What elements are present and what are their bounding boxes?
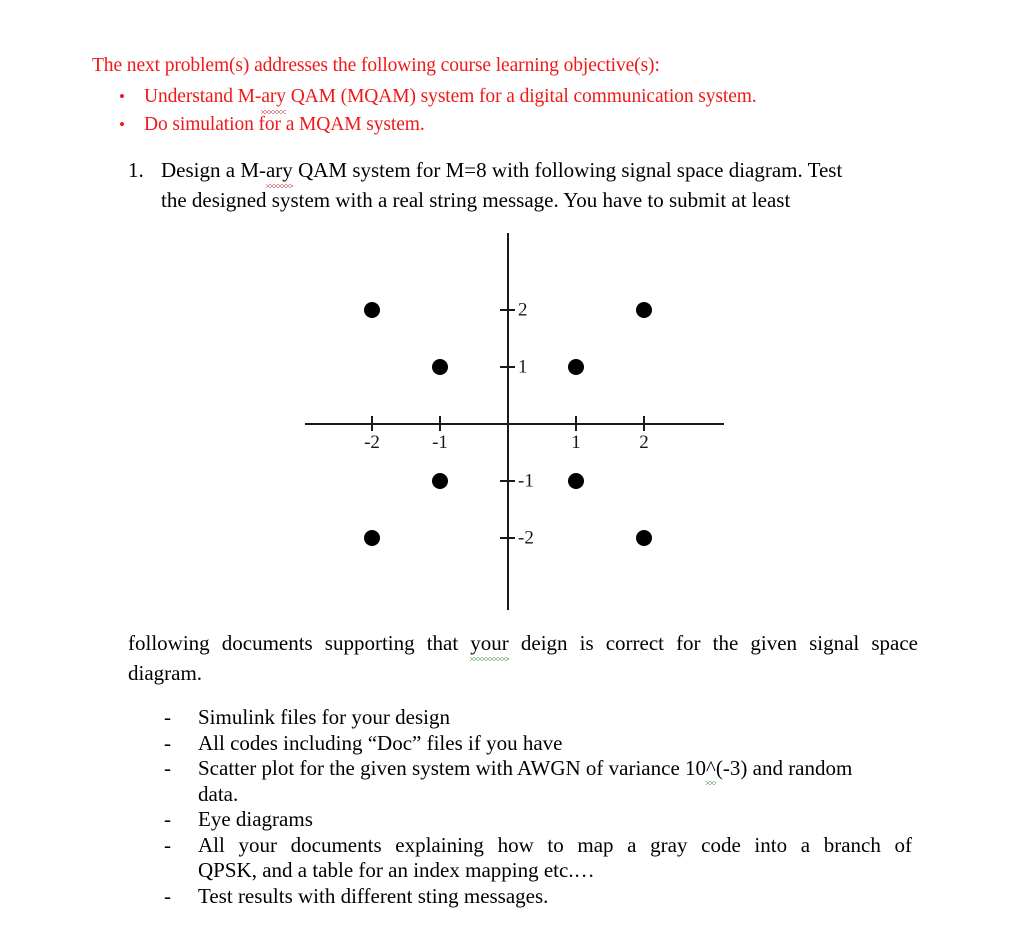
- deliverable-item: [164, 833, 912, 884]
- objectives-list: [92, 83, 952, 139]
- problem-number: 1.: [128, 158, 144, 182]
- y-tick--2: [500, 537, 515, 539]
- problem-line1-pre: Design a M-: [161, 158, 266, 182]
- x-tick-1: [575, 416, 577, 431]
- following-line-1: [128, 628, 918, 658]
- deliverable-text: Test results with different sting messages.: [198, 883, 549, 908]
- dash-bullet-icon: -: [164, 832, 171, 857]
- constellation-point: [568, 359, 584, 375]
- following-line-2: diagram.: [128, 661, 203, 685]
- deliverable-line: [198, 807, 912, 833]
- spellcheck-squiggle-caret: ^: [706, 756, 716, 780]
- deliverable-item: [164, 756, 912, 807]
- following-documents-paragraph: [128, 628, 918, 688]
- deliverable-text: All codes including “Doc” files if you have: [198, 730, 563, 755]
- deliverable-line: [198, 756, 912, 782]
- x-tick-label--2: -2: [364, 432, 380, 453]
- problem-body: [161, 155, 918, 215]
- deliverable-item: [164, 705, 912, 731]
- deliverable-line: [198, 858, 912, 884]
- constellation-point: [432, 359, 448, 375]
- constellation-point: [568, 473, 584, 489]
- spellcheck-squiggle-ary-problem: ary: [266, 155, 293, 185]
- objective-item-1: [92, 83, 952, 111]
- dash-bullet-icon: -: [164, 807, 171, 831]
- objective-2-text: Do simulation for a MQAM system.: [144, 114, 425, 135]
- deliverable-item: [164, 807, 912, 833]
- x-tick-2: [643, 416, 645, 431]
- constellation-point: [364, 302, 380, 318]
- learning-objectives-block: [92, 54, 952, 139]
- y-tick-label--2: -2: [518, 527, 534, 549]
- deliverable-item: [164, 731, 912, 757]
- dash-bullet-icon: -: [164, 730, 171, 755]
- constellation-point: [364, 530, 380, 546]
- problem-line1-post: QAM system for M=8 with following signal space diagram. Test: [292, 158, 843, 182]
- following-line1-a: following documents supporting that: [128, 631, 471, 655]
- y-tick-2: [500, 309, 515, 311]
- dash-bullet-icon: -: [164, 756, 171, 780]
- spellcheck-squiggle-your: your: [470, 628, 509, 658]
- deliverable-line: [198, 731, 912, 757]
- objective-item-2: [92, 111, 952, 139]
- signal-space-constellation-diagram: [290, 225, 740, 615]
- constellation-point: [636, 530, 652, 546]
- dash-bullet-icon: -: [164, 883, 171, 908]
- deliverables-list: [164, 705, 912, 909]
- constellation-point: [432, 473, 448, 489]
- following-line1-b: deign is correct for the given signal space: [508, 631, 918, 655]
- objectives-intro-text: The next problem(s) addresses the following course learning objective(s):: [92, 55, 660, 76]
- constellation-point: [636, 302, 652, 318]
- y-tick--1: [500, 480, 515, 482]
- deliverable-line: [198, 782, 912, 808]
- deliverable-text: data.: [198, 781, 239, 806]
- spellcheck-squiggle-ary-objective: ary: [261, 83, 286, 111]
- deliverable-text: Simulink files for your design: [198, 705, 450, 729]
- deliverable-text-tail: (-3) and random: [715, 756, 853, 780]
- problem-line-1: [161, 155, 918, 185]
- objective-1-post: QAM (MQAM) system for a digital communication system.: [285, 86, 757, 107]
- deliverable-line: [198, 705, 912, 731]
- bullet-icon: •: [119, 87, 125, 106]
- dash-bullet-icon: -: [164, 705, 171, 729]
- objective-1-pre: Understand M-: [144, 86, 262, 107]
- x-tick-label-2: 2: [639, 432, 649, 453]
- x-axis-line: [305, 423, 724, 425]
- deliverable-line: [198, 884, 912, 910]
- deliverable-item: [164, 884, 912, 910]
- y-axis-line: [507, 233, 509, 610]
- problem-statement: [128, 155, 918, 215]
- deliverable-text: QPSK, and a table for an index mapping etc.…: [198, 858, 595, 882]
- y-tick-label-2: 2: [518, 299, 528, 321]
- x-tick-label--1: -1: [432, 432, 448, 453]
- bullet-icon: •: [119, 115, 125, 134]
- deliverable-text: Eye diagrams: [198, 807, 313, 831]
- problem-line-2: the designed system with a real string message. You have to submit at least: [161, 188, 791, 212]
- y-tick-label-1: 1: [518, 356, 528, 378]
- x-tick-label-1: 1: [571, 432, 581, 453]
- deliverable-line: [198, 833, 912, 859]
- deliverable-text: Scatter plot for the given system with AWGN of variance 10: [198, 756, 707, 780]
- x-tick--1: [439, 416, 441, 431]
- deliverable-text: All your documents explaining how to map a gray code into a branch of: [198, 832, 912, 857]
- y-tick-1: [500, 366, 515, 368]
- y-tick-label--1: -1: [518, 470, 534, 492]
- x-tick--2: [371, 416, 373, 431]
